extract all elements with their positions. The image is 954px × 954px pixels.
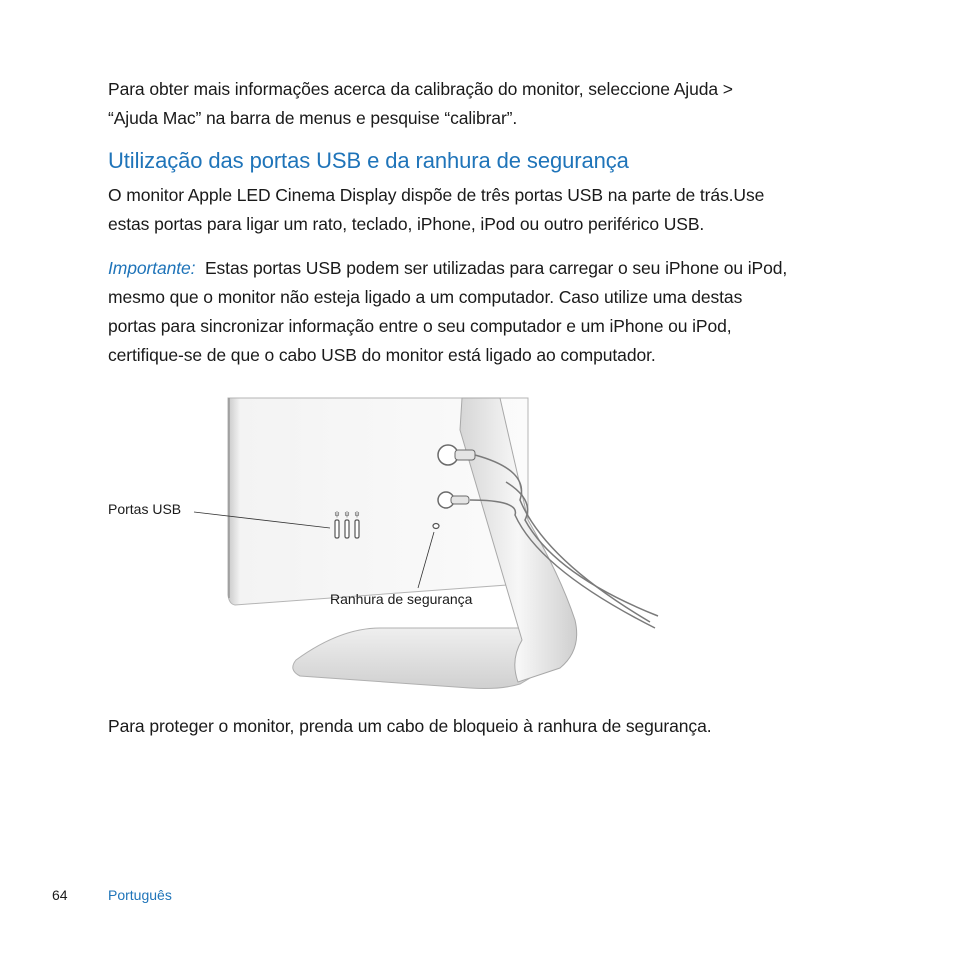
usb-ports bbox=[335, 511, 360, 538]
section-heading: Utilização das portas USB e da ranhura de segurança bbox=[108, 148, 629, 173]
paragraph-line: estas portas para ligar um rato, teclado, iPhone, iPod ou outro periférico USB. bbox=[108, 214, 705, 234]
footer-language: Português bbox=[108, 887, 172, 903]
important-paragraph bbox=[108, 254, 888, 370]
usb-symbol-icon: ψ bbox=[354, 511, 360, 518]
security-slot-callout: Ranhura de segurança bbox=[330, 591, 473, 607]
usb-symbol-icon: ψ bbox=[334, 511, 340, 518]
security-slot bbox=[433, 524, 439, 529]
important-label: Importante: bbox=[108, 258, 196, 278]
usb-symbol-icon: ψ bbox=[344, 511, 350, 518]
calibration-paragraph bbox=[108, 75, 888, 133]
monitor-back-illustration bbox=[0, 390, 954, 700]
paragraph-line: “Ajuda Mac” na barra de menus e pesquise “calibrar”. bbox=[108, 108, 518, 128]
paragraph-line: mesmo que o monitor não esteja ligado a um computador. Caso utilize uma destas bbox=[108, 287, 743, 307]
page-number: 64 bbox=[52, 887, 68, 903]
paragraph-line: Para obter mais informações acerca da calibração do monitor, seleccione Ajuda > bbox=[108, 79, 733, 99]
paragraph-line: Estas portas USB podem ser utilizadas para carregar o seu iPhone ou iPod, bbox=[204, 258, 788, 278]
paragraph-line: certifique-se de que o cabo USB do monitor está ligado ao computador. bbox=[108, 345, 656, 365]
usb-ports-callout: Portas USB bbox=[108, 501, 182, 517]
paragraph-line: O monitor Apple LED Cinema Display dispõe de três portas USB na parte de trás.Use bbox=[108, 185, 765, 205]
usb-ports-paragraph bbox=[108, 181, 888, 239]
paragraph-line: portas para sincronizar informação entre o seu computador e um iPhone ou iPod, bbox=[108, 316, 732, 336]
lock-paragraph: Para proteger o monitor, prenda um cabo de bloqueio à ranhura de segurança. bbox=[108, 716, 712, 736]
